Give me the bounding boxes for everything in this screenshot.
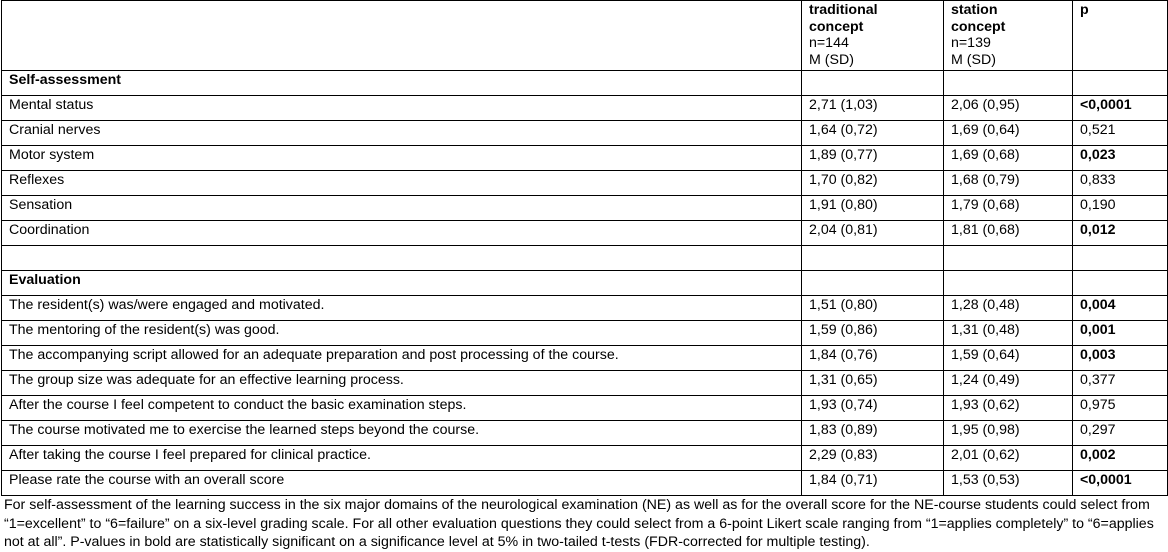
p-value [1073, 271, 1168, 296]
station-value: 1,59 (0,64) [944, 346, 1073, 371]
table-row [2, 396, 1168, 421]
station-value: 1,79 (0,68) [944, 196, 1073, 221]
row-label: Cranial nerves [2, 121, 802, 146]
traditional-value: 1,91 (0,80) [802, 196, 944, 221]
row-label: The course motivated me to exercise the learned steps beyond the course. [2, 421, 802, 446]
p-value: 0,297 [1073, 421, 1168, 446]
table-row [2, 346, 1168, 371]
table-header-row [2, 1, 1168, 71]
row-label: Sensation [2, 196, 802, 221]
table-row [2, 246, 1168, 271]
p-value [1073, 71, 1168, 96]
traditional-value: 1,64 (0,72) [802, 121, 944, 146]
table-row [2, 121, 1168, 146]
traditional-value [802, 271, 944, 296]
header-cell-traditional [802, 1, 944, 71]
station-value: 1,93 (0,62) [944, 396, 1073, 421]
row-label: Mental status [2, 96, 802, 121]
results-table [1, 0, 1168, 496]
row-label: Reflexes [2, 171, 802, 196]
traditional-value: 1,83 (0,89) [802, 421, 944, 446]
traditional-value: 2,04 (0,81) [802, 221, 944, 246]
traditional-value [802, 246, 944, 271]
header-cell-station [944, 1, 1073, 71]
p-value: <0,0001 [1073, 96, 1168, 121]
table-row [2, 296, 1168, 321]
traditional-value: 2,71 (1,03) [802, 96, 944, 121]
traditional-value: 1,84 (0,76) [802, 346, 944, 371]
table-row [2, 371, 1168, 396]
p-value: 0,377 [1073, 371, 1168, 396]
traditional-value: 1,89 (0,77) [802, 146, 944, 171]
table-row [2, 421, 1168, 446]
section-title: Self-assessment [2, 71, 802, 96]
table-row [2, 221, 1168, 246]
traditional-value: 1,93 (0,74) [802, 396, 944, 421]
header-station-line2: concept [951, 18, 1006, 35]
p-value: 0,521 [1073, 121, 1168, 146]
table-row [2, 446, 1168, 471]
header-station-n: n=139 [951, 35, 991, 51]
row-label: The resident(s) was/were engaged and motivated. [2, 296, 802, 321]
row-label: Coordination [2, 221, 802, 246]
table-row [2, 96, 1168, 121]
row-label: After taking the course I feel prepared for clinical practice. [2, 446, 802, 471]
p-value: 0,975 [1073, 396, 1168, 421]
traditional-value: 1,31 (0,65) [802, 371, 944, 396]
station-value [944, 71, 1073, 96]
station-value [944, 246, 1073, 271]
row-label [2, 246, 802, 271]
traditional-value: 1,70 (0,82) [802, 171, 944, 196]
header-station-stat: M (SD) [951, 51, 996, 68]
section-title: Evaluation [2, 271, 802, 296]
station-value [944, 271, 1073, 296]
header-station-line1: station [951, 2, 998, 18]
traditional-value [802, 71, 944, 96]
station-value: 1,53 (0,53) [944, 471, 1073, 496]
header-traditional-n: n=144 [809, 35, 849, 51]
station-value: 1,95 (0,98) [944, 421, 1073, 446]
p-value: 0,002 [1073, 446, 1168, 471]
p-value: 0,004 [1073, 296, 1168, 321]
station-value: 1,69 (0,64) [944, 121, 1073, 146]
p-value: 0,003 [1073, 346, 1168, 371]
p-value: 0,023 [1073, 146, 1168, 171]
p-value: 0,001 [1073, 321, 1168, 346]
row-label: The accompanying script allowed for an adequate preparation and post processing of the course. [2, 346, 802, 371]
station-value: 1,24 (0,49) [944, 371, 1073, 396]
station-value: 1,68 (0,79) [944, 171, 1073, 196]
row-label: The group size was adequate for an effective learning process. [2, 371, 802, 396]
table-row [2, 196, 1168, 221]
table-row [2, 321, 1168, 346]
section-header-row [2, 271, 1168, 296]
p-value: 0,190 [1073, 196, 1168, 221]
p-value: <0,0001 [1073, 471, 1168, 496]
header-cell-p: p [1073, 1, 1168, 71]
row-label: After the course I feel competent to conduct the basic examination steps. [2, 396, 802, 421]
p-value [1073, 246, 1168, 271]
station-value: 1,81 (0,68) [944, 221, 1073, 246]
station-value: 1,31 (0,48) [944, 321, 1073, 346]
station-value: 1,28 (0,48) [944, 296, 1073, 321]
header-traditional-line1: traditional [809, 2, 878, 18]
row-label: Please rate the course with an overall score [2, 471, 802, 496]
section-header-row [2, 71, 1168, 96]
header-traditional-line2: concept [809, 18, 864, 35]
table-row [2, 471, 1168, 496]
p-value: 0,833 [1073, 171, 1168, 196]
row-label: Motor system [2, 146, 802, 171]
station-value: 2,01 (0,62) [944, 446, 1073, 471]
station-value: 1,69 (0,68) [944, 146, 1073, 171]
station-value: 2,06 (0,95) [944, 96, 1073, 121]
table-footnote: For self-assessment of the learning success in the six major domains of the neurological examination (NE) as well as for the overall score for the NE-course students could select from “1=excellent” to “6=failure” on a six-level grading scale. For all other evaluation questions they could select from a 6-point Likert scale ranging from “1=applies completely” to “6=applies not at all”. P-values in bold are statistically significant on a significance level at 5% in two-tailed t-tests (FDR-corrected for multiple testing). [4, 497, 1154, 550]
traditional-value: 1,84 (0,71) [802, 471, 944, 496]
table-row [2, 146, 1168, 171]
header-cell-item [2, 1, 802, 71]
traditional-value: 1,59 (0,86) [802, 321, 944, 346]
header-traditional-stat: M (SD) [809, 51, 854, 68]
traditional-value: 1,51 (0,80) [802, 296, 944, 321]
row-label: The mentoring of the resident(s) was good. [2, 321, 802, 346]
traditional-value: 2,29 (0,83) [802, 446, 944, 471]
table-row [2, 171, 1168, 196]
p-value: 0,012 [1073, 221, 1168, 246]
